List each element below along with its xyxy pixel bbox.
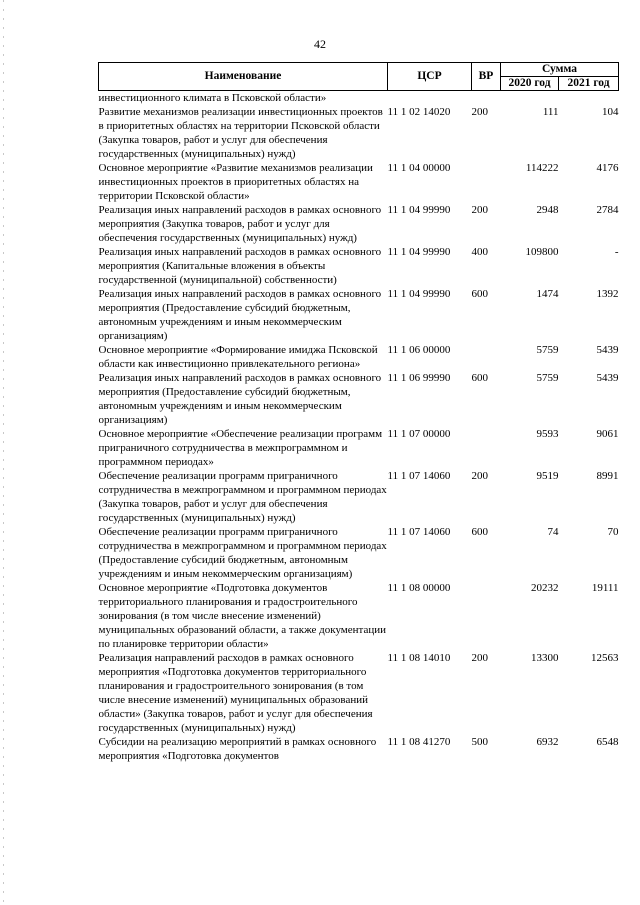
row-vr [472,581,501,651]
table-row [99,735,619,763]
row-name: Основное мероприятие «Подготовка документов территориального планирования и градостроительного зонирования (в том числе внесение изменений) муниципальных образований области, а также документации по планировке территории области» [98,582,387,650]
table-row [99,469,619,525]
row-csr [388,91,472,106]
row-value-2021: 5439 [596,344,619,356]
header-csr: ЦСР [388,63,472,91]
row-vr: 400 [471,246,488,258]
row-value-2020: 114222 [525,162,559,174]
row-csr: 11 1 08 14010 [387,652,451,664]
row-value-2021: 1392 [596,288,619,300]
row-name: инвестиционного климата в Псковской области» [98,92,327,104]
row-value-2020: 9519 [536,470,559,482]
page-number: 42 [314,37,326,51]
row-vr: 200 [471,652,488,664]
row-name: Развитие механизмов реализации инвестиционных проектов в приоритетных областях на территории Псковской области (Закупка товаров, работ и услуг для обеспечения государственных (муниципальных) нужд) [98,106,383,160]
row-name: Субсидии на реализацию мероприятий в рамках основного мероприятия «Подготовка документов [98,736,377,762]
row-value-2021: 5439 [596,372,619,384]
scan-edge-mark [3,0,4,905]
table-row [99,287,619,343]
row-value-2021: 19111 [591,582,619,594]
row-vr [472,161,501,203]
row-value-2021: 104 [602,106,619,118]
row-value-2021 [559,91,619,106]
row-csr: 11 1 06 99990 [387,372,451,384]
row-name: Реализация иных направлений расходов в рамках основного мероприятия (Предоставление субсидий бюджетным, автономным учреждениям и иным некоммерческим организациям) [98,288,382,342]
row-csr: 11 1 04 99990 [387,246,451,258]
row-vr: 200 [471,106,488,118]
row-name: Реализация иных направлений расходов в рамках основного мероприятия (Капитальные вложения в объекты государственной (муниципальной) собственности) [98,246,382,286]
row-vr: 200 [471,204,488,216]
row-value-2020: 111 [542,106,559,118]
row-value-2020: 2948 [536,204,559,216]
row-csr: 11 1 04 99990 [387,204,451,216]
row-name: Реализация иных направлений расходов в рамках основного мероприятия (Предоставление субсидий бюджетным, автономным учреждениям и иным некоммерческим организациям) [98,372,382,426]
table-row [99,427,619,469]
row-csr: 11 1 07 14060 [387,526,451,538]
table-row [99,343,619,371]
row-value-2021: 9061 [596,428,619,440]
table-row [99,91,619,106]
row-value-2020: 5759 [536,372,559,384]
row-value-2021: - [614,246,619,258]
header-year-2021: 2021 год [559,77,619,91]
row-vr: 600 [471,288,488,300]
row-name: Обеспечение реализации программ приграничного сотрудничества в межпрограммном и программном периодах (Предоставление субсидий бюджетным, автономным учреждениям и иным некоммерческим организациям) [98,526,387,580]
row-name: Обеспечение реализации программ приграничного сотрудничества в межпрограммном и программном периодах (Закупка товаров, работ и услуг для обеспечения государственных (муниципальных) нужд) [98,470,387,524]
table-row [99,161,619,203]
table-row [99,651,619,735]
row-vr [472,91,501,106]
row-value-2021: 12563 [591,652,619,664]
header-sum: Сумма [501,63,619,77]
row-value-2020: 6932 [536,736,559,748]
row-vr [472,343,501,371]
row-name: Реализация иных направлений расходов в рамках основного мероприятия (Закупка товаров, работ и услуг для обеспечения государственных (муниципальных) нужд) [98,204,382,244]
row-value-2020: 20232 [531,582,559,594]
row-value-2020: 9593 [536,428,559,440]
row-csr: 11 1 04 99990 [387,288,451,300]
row-csr: 11 1 08 41270 [387,736,451,748]
row-value-2020 [501,91,559,106]
header-name: Наименование [99,63,388,91]
row-vr [472,427,501,469]
row-vr: 200 [471,470,488,482]
row-name: Реализация направлений расходов в рамках основного мероприятия «Подготовка документов территориального планирования и градостроительного зонирования (в том числе внесение изменений) муниципальных образований области» (Закупка товаров, работ и услуг для обеспечения государственных (муниципальных) нужд) [98,652,373,734]
row-csr: 11 1 06 00000 [387,344,451,356]
row-value-2021: 2784 [596,204,619,216]
table-row [99,245,619,287]
row-name: Основное мероприятие «Развитие механизмов реализации инвестиционных проектов в приоритетных областях на территории Псковской области» [98,162,373,202]
header-year-2020: 2020 год [501,77,559,91]
row-value-2021: 70 [607,526,619,538]
row-value-2020: 5759 [536,344,559,356]
table-row [99,203,619,245]
row-name: Основное мероприятие «Обеспечение реализации программ приграничного сотрудничества в межпрограммном и программном периодах» [98,428,383,468]
row-csr: 11 1 04 00000 [387,162,451,174]
row-value-2020: 13300 [531,652,559,664]
row-csr: 11 1 07 14060 [387,470,451,482]
table-row [99,581,619,651]
row-value-2021: 6548 [596,736,619,748]
row-csr: 11 1 08 00000 [387,582,451,594]
budget-table [98,62,619,763]
row-csr: 11 1 02 14020 [387,106,451,118]
row-value-2020: 1474 [536,288,559,300]
row-value-2021: 8991 [596,470,619,482]
table-row [99,105,619,161]
row-name: Основное мероприятие «Формирование имиджа Псковской области как инвестиционно привлекательного региона» [98,344,378,370]
row-vr: 600 [471,526,488,538]
row-vr: 600 [471,372,488,384]
row-value-2020: 74 [547,526,559,538]
table-row [99,525,619,581]
row-csr: 11 1 07 00000 [387,428,451,440]
row-value-2021: 4176 [596,162,619,174]
row-value-2020: 109800 [525,246,559,258]
header-vr: ВР [472,63,501,91]
table-row [99,371,619,427]
row-vr: 500 [471,736,488,748]
